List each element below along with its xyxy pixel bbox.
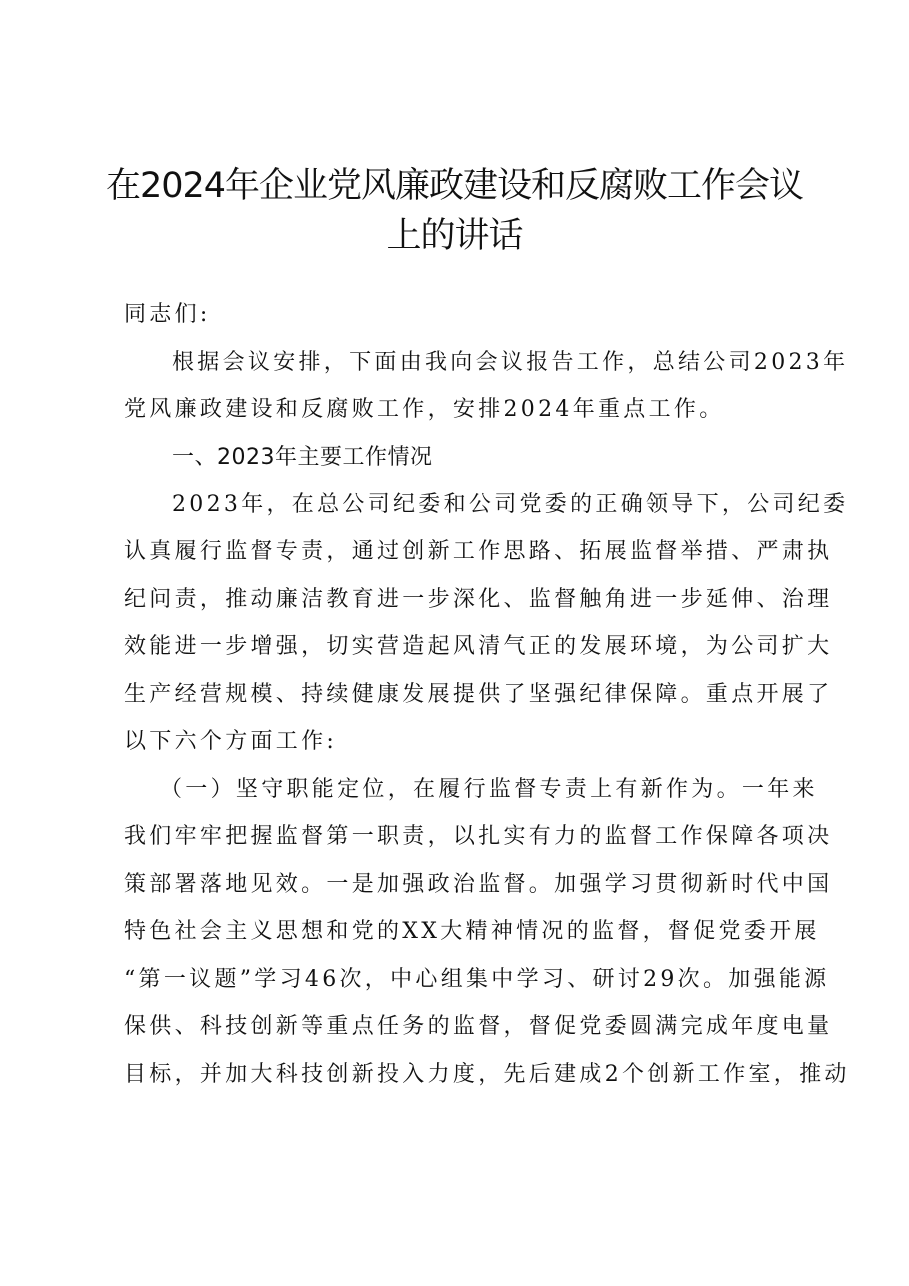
body-line: 目标，并加大科技创新投入力度，先后建成2个创新工作室，推动: [124, 1062, 850, 1087]
subsection-line: （一）坚守职能定位，在履行监督专责上有新作为。一年来: [160, 777, 818, 802]
body-line: “第一议题”学习46次，中心组集中学习、研讨29次。加强能源: [124, 967, 830, 992]
body-line: 特色社会主义思想和党的XX大精神情况的监督，督促党委开展: [124, 919, 820, 944]
body-line: 认真履行监督专责，通过创新工作思路、拓展监督举措、严肃执: [124, 539, 833, 564]
body-line: 党风廉政建设和反腐败工作，安排2024年重点工作。: [124, 397, 725, 422]
document-title-line-2: 上的讲话: [386, 216, 523, 256]
body-line: 生产经营规模、持续健康发展提供了坚强纪律保障。重点开展了: [124, 682, 833, 707]
body-line: 效能进一步增强，切实营造起风清气正的发展环境，为公司扩大: [124, 634, 833, 659]
section-heading: 一、2023年主要工作情况: [172, 445, 433, 470]
body-line: 2023年，在总公司纪委和公司党委的正确领导下，公司纪委: [172, 492, 849, 517]
body-line: 纪问责，推动廉洁教育进一步深化、监督触角进一步延伸、治理: [124, 587, 833, 612]
salutation: 同志们:: [124, 302, 211, 327]
body-line: 根据会议安排，下面由我向会议报告工作，总结公司2023年: [172, 350, 849, 375]
body-line: 策部署落地见效。一是加强政治监督。加强学习贯彻新时代中国: [124, 872, 833, 897]
document-title-line-1: 在2024年企业党风廉政建设和反腐败工作会议: [105, 166, 804, 206]
body-line: 保供、科技创新等重点任务的监督，督促党委圆满完成年度电量: [124, 1014, 833, 1039]
body-line: 以下六个方面工作:: [124, 729, 338, 754]
body-line: 我们牢牢把握监督第一职责，以扎实有力的监督工作保障各项决: [124, 824, 833, 849]
